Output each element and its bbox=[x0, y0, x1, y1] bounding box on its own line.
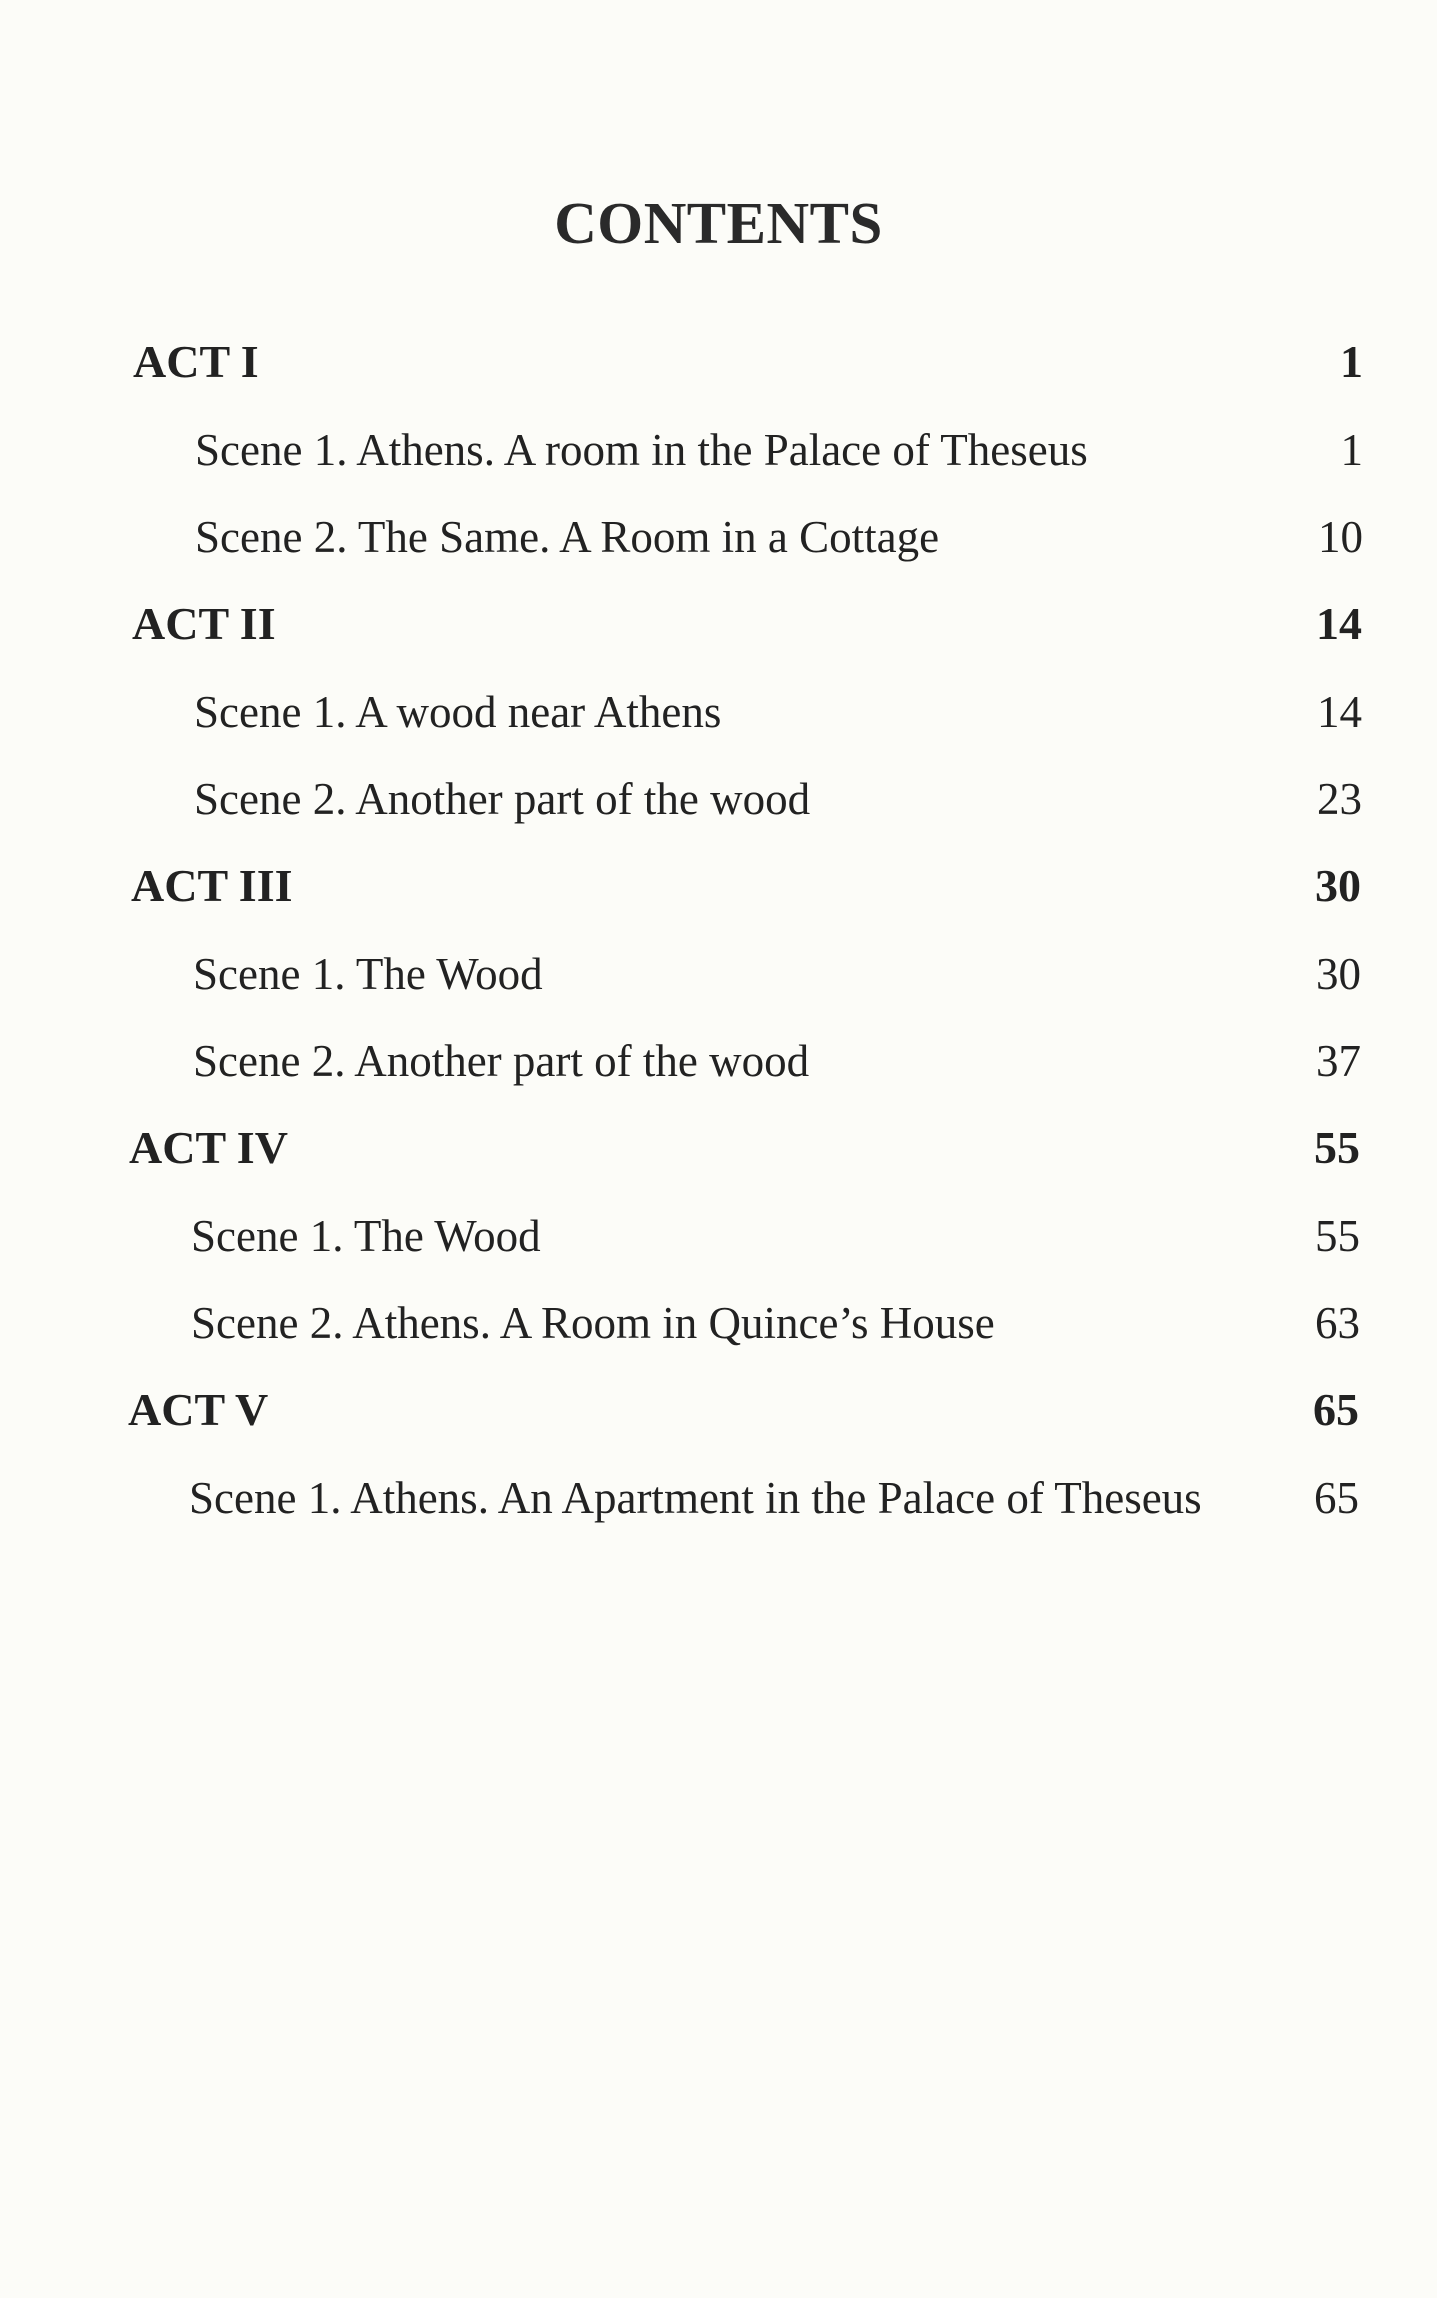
scene-page-number: 37 bbox=[1316, 1036, 1361, 1086]
scene-label: Scene 2. Athens. A Room in Quince’s House bbox=[191, 1298, 995, 1348]
scene-label: Scene 2. Another part of the wood bbox=[194, 774, 811, 824]
scene-label: Scene 1. Athens. An Apartment in the Palace of Theseus bbox=[189, 1473, 1202, 1523]
act-label: ACT IV bbox=[129, 1122, 288, 1173]
act-page-number: 30 bbox=[1315, 860, 1361, 911]
toc-scene-row bbox=[191, 1206, 1360, 1266]
act-label: ACT V bbox=[128, 1384, 269, 1435]
toc-act-row bbox=[132, 594, 1362, 654]
scene-label: Scene 1. The Wood bbox=[191, 1211, 541, 1261]
toc-act-row bbox=[129, 1118, 1360, 1178]
act-page-number: 14 bbox=[1316, 598, 1362, 649]
scene-label: Scene 1. A wood near Athens bbox=[194, 687, 722, 737]
scene-page-number: 23 bbox=[1317, 774, 1362, 824]
toc-scene-row bbox=[189, 1468, 1359, 1528]
toc-scene-row bbox=[193, 944, 1361, 1004]
scene-page-number: 10 bbox=[1318, 512, 1363, 562]
scene-label: Scene 2. Another part of the wood bbox=[193, 1036, 810, 1086]
scene-label: Scene 1. Athens. A room in the Palace of Theseus bbox=[195, 425, 1088, 475]
act-label: ACT I bbox=[133, 336, 259, 387]
toc-act-row bbox=[133, 332, 1363, 392]
toc-scene-row bbox=[195, 507, 1363, 567]
toc-scene-row bbox=[194, 682, 1362, 742]
page-title: CONTENTS bbox=[554, 190, 883, 256]
scene-page-number: 30 bbox=[1316, 949, 1361, 999]
toc-scene-row bbox=[195, 420, 1363, 480]
toc-act-row bbox=[128, 1380, 1359, 1440]
toc-scene-row bbox=[193, 1031, 1361, 1091]
scene-page-number: 63 bbox=[1315, 1298, 1360, 1348]
act-label: ACT III bbox=[131, 860, 293, 911]
act-page-number: 65 bbox=[1313, 1384, 1359, 1435]
act-page-number: 1 bbox=[1340, 336, 1363, 387]
scene-page-number: 14 bbox=[1317, 687, 1362, 737]
act-page-number: 55 bbox=[1314, 1122, 1360, 1173]
toc-scene-row bbox=[194, 769, 1362, 829]
scene-page-number: 65 bbox=[1314, 1473, 1359, 1523]
toc-act-row bbox=[131, 856, 1361, 916]
scene-page-number: 55 bbox=[1315, 1211, 1360, 1261]
scene-page-number: 1 bbox=[1340, 425, 1363, 475]
scene-label: Scene 1. The Wood bbox=[193, 949, 543, 999]
scene-label: Scene 2. The Same. A Room in a Cottage bbox=[195, 512, 940, 562]
act-label: ACT II bbox=[132, 598, 276, 649]
toc-scene-row bbox=[191, 1293, 1360, 1353]
